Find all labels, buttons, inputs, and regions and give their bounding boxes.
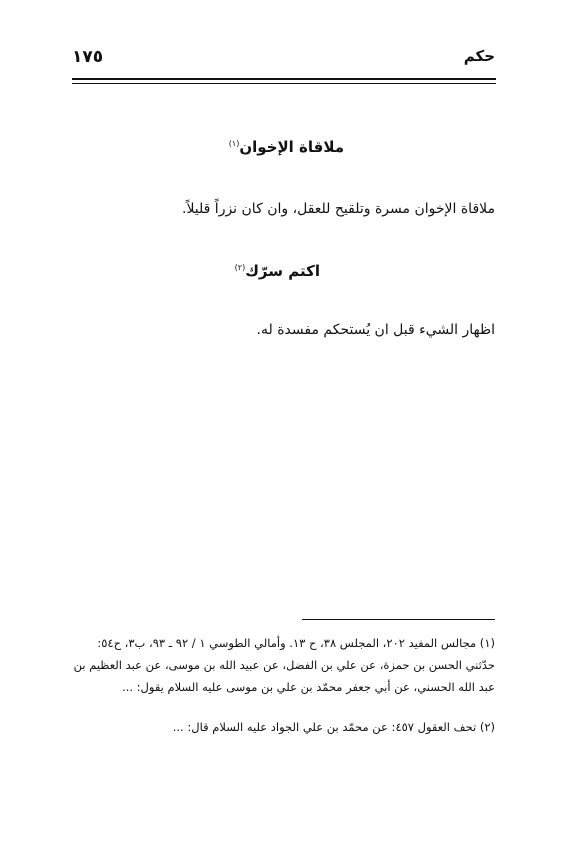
footnote-1-line-1: (١) مجالس المفيد ٢٠٢، المجلس ٣٨، ح ١٣. وأمالي الطوسي ١ / ٩٢ ـ ٩٣، ب٣، ح٥٤: [97,636,495,650]
section-heading-1 [229,138,344,156]
footnote-ref-2: (٢) [234,263,246,272]
section-text-1: ملاقاة الإخوان مسرة وتلقيح للعقل، وان كان نزراً قليلاً. [182,201,495,217]
header-rule-thin [72,83,496,84]
footnote-2-line-1: (٢) تحف العقول ٤٥٧: عن محمّد بن علي الجواد عليه السلام قال: ... [172,720,495,734]
section-text-2: اظهار الشيء قبل ان يُستحكم مفسدة له. [256,322,495,338]
footnote-1 [70,632,495,698]
footnote-1-line-3: عبد الله الحسني، عن أبي جعفر محمّد بن علي بن موسى عليه السلام يقول: ... [122,680,495,694]
page-number: ١٧٥ [72,47,104,67]
section-heading-2-text: اكتم سرّك [245,262,320,280]
footnote-separator [302,619,495,620]
footnote-ref-1: (١) [228,139,240,148]
footnote-1-line-2: حدّثني الحسن بن حمزة، عن علي بن الفضل، عن عبيد الله بن موسى، عن عبد العظيم بن [73,658,495,672]
header-rule-thick [72,78,496,80]
footnote-2 [70,716,495,738]
section-heading-2 [235,262,320,280]
running-head: حكم [463,47,495,65]
section-heading-1-text: ملاقاة الإخوان [239,138,344,156]
